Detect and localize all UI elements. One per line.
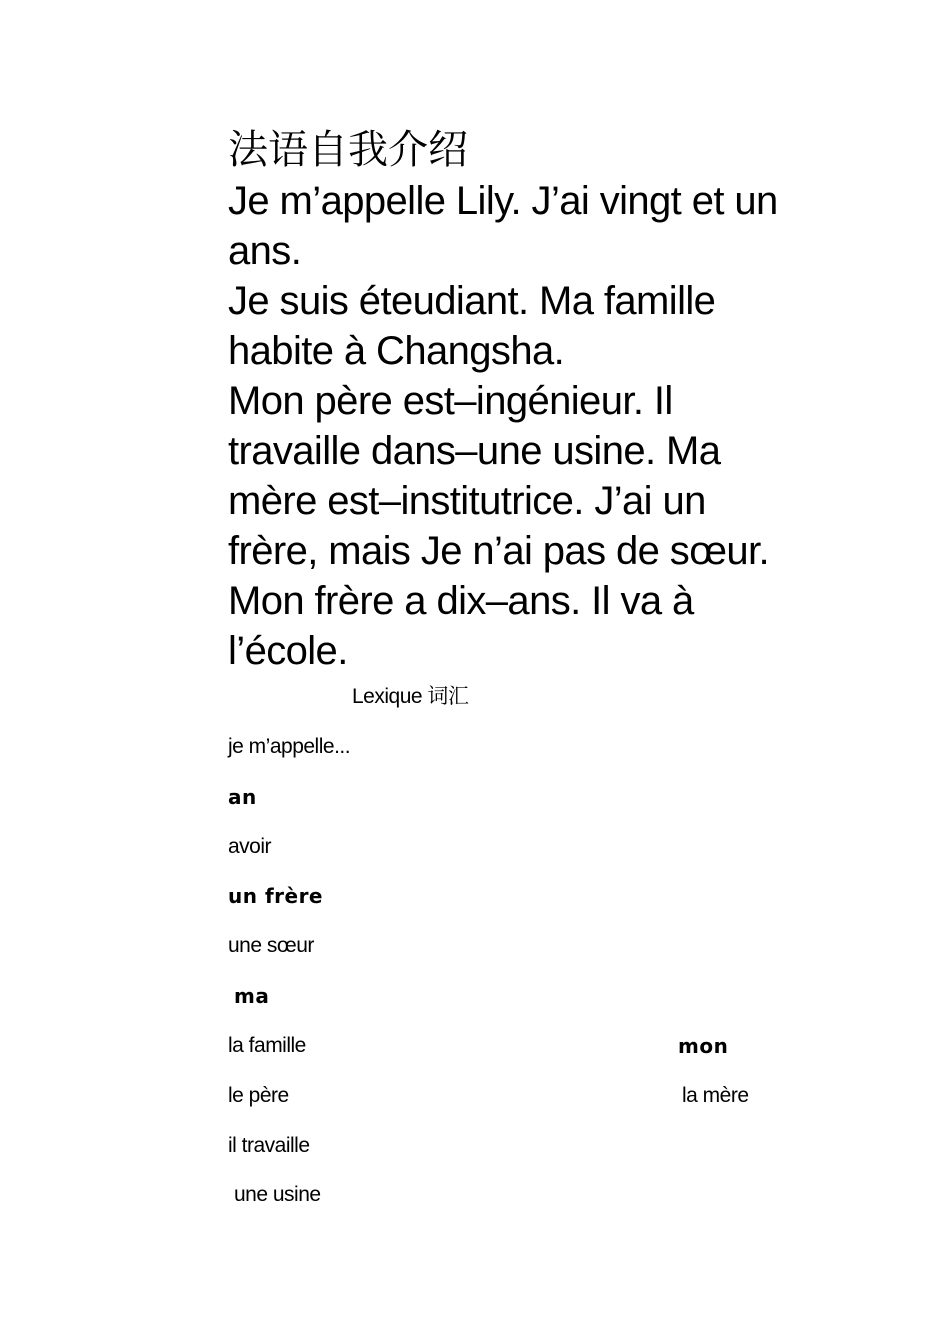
- vocab-item: il travaille: [228, 1134, 310, 1157]
- vocab-item: je m’appelle...: [228, 735, 351, 758]
- lexique-heading: Lexique 词汇: [352, 685, 469, 708]
- vocab-item: la mère: [682, 1084, 749, 1107]
- vocab-item: le père: [228, 1084, 289, 1107]
- paragraph-family-members: Mon père est–ingénieur. Il travaille dans–une usine. Ma mère est–institutrice. J’ai un frère, mais Je n’ai pas de sœur. Mon frère a dix–ans. Il va à l’école.: [228, 379, 770, 673]
- vocab-item: ma: [234, 984, 270, 1008]
- introduction-text: [228, 176, 788, 676]
- vocab-item: un frère: [228, 884, 323, 908]
- document-title: 法语自我介绍: [228, 127, 468, 173]
- vocab-item: une usine: [234, 1183, 321, 1206]
- vocab-item: la famille: [228, 1034, 306, 1057]
- vocab-item: une sœur: [228, 934, 314, 957]
- vocab-item: an: [228, 785, 257, 809]
- vocab-item: avoir: [228, 835, 272, 858]
- paragraph-student-family: Je suis éteudiant. Ma famille habite à Changsha.: [228, 279, 716, 373]
- paragraph-name-age: Je m’appelle Lily. J’ai vingt et un ans.: [228, 179, 778, 273]
- vocab-item: mon: [678, 1034, 729, 1058]
